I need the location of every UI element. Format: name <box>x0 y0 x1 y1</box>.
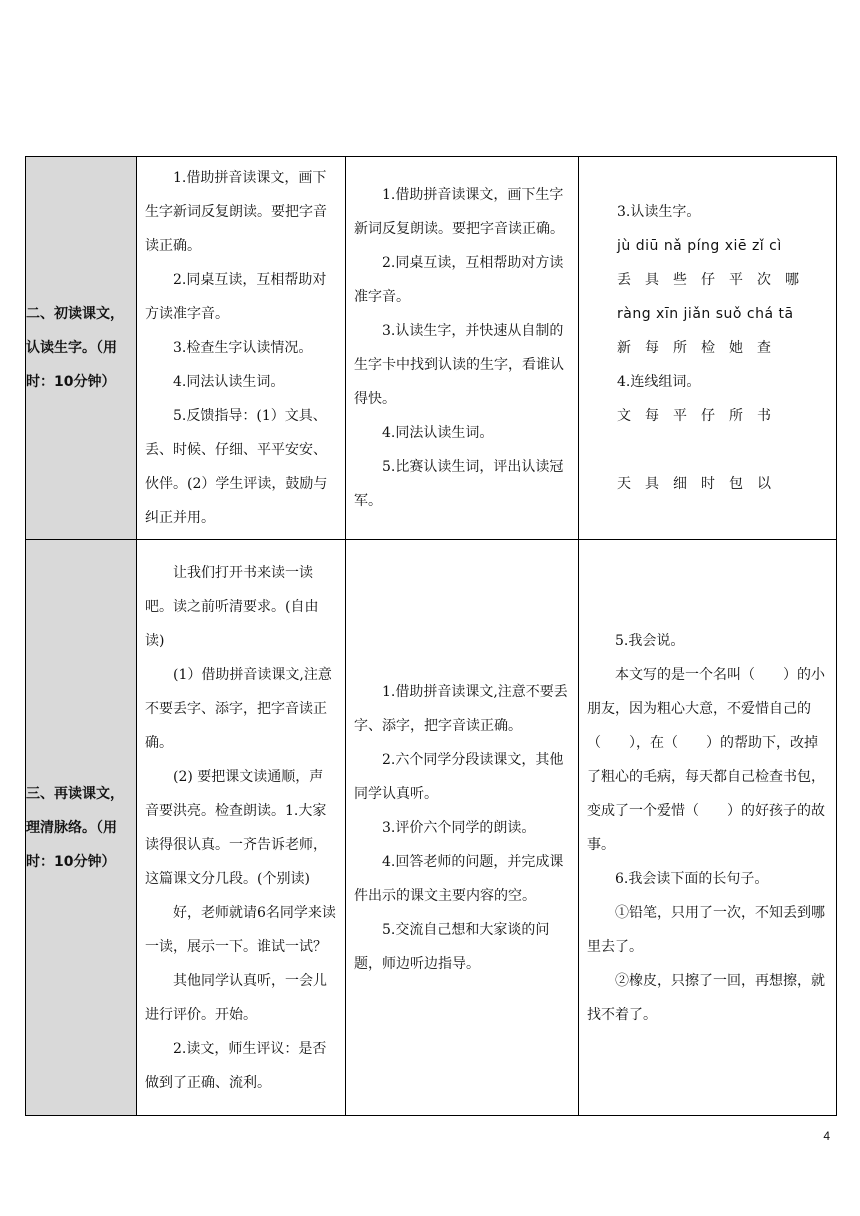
teacher-step: 4.同法认读生词。 <box>173 374 285 390</box>
teacher-step: 2.读文，师生评议：是否做到了正确、流利。 <box>145 1040 327 1091</box>
teacher-step: 好，老师就请6名同学来读一读，展示一下。谁试一试？ <box>145 904 336 955</box>
student-step: 1.借助拼音读课文，画下生字新词反复朗读。要把字音读正确。 <box>354 187 564 237</box>
exercise-item: 6.我会读下面的长句子。 <box>615 870 769 887</box>
student-activity-cell <box>346 540 579 1116</box>
stage-label: 二、初读课文，认读生字。（用时：10分钟） <box>26 157 137 540</box>
lesson-plan-table <box>25 156 837 1116</box>
student-step: 2.同桌互读，互相帮助对方读准字音。 <box>354 255 564 305</box>
exercise-item: 5.我会说。 <box>615 632 685 649</box>
teacher-activity-cell <box>137 540 346 1116</box>
teacher-step: (2) 要把课文读通顺，声音要洪亮。检查朗读。1.大家读得很认真。一齐告诉老师，这篇课文分几段。(个别读) <box>145 768 327 887</box>
exercise-item: ①铅笔，只用了一次，不知丢到哪里去了。 <box>587 904 825 955</box>
exercise-cell <box>579 540 837 1116</box>
word-match-top: 文每平仔所书 <box>617 408 785 424</box>
page-number: 4 <box>823 1129 830 1143</box>
teacher-step: 其他同学认真听，一会儿进行评价。开始。 <box>145 972 327 1023</box>
exercise-heading: 4.连线组词。 <box>617 374 701 390</box>
word-match-bottom: 天具细时包以 <box>617 476 785 492</box>
teacher-step: 让我们打开书来读一读吧。读之前听清要求。(自由读) <box>145 564 319 649</box>
student-step: 5.交流自己想和大家谈的问题，师边听边指导。 <box>354 921 550 972</box>
teacher-step: 1.借助拼音读课文，画下生字新词反复朗读。要把字音读正确。 <box>145 170 327 254</box>
teacher-step: 2.同桌互读，互相帮助对方读准字音。 <box>145 272 327 322</box>
student-activity-cell <box>346 157 579 540</box>
exercise-item: ②橡皮，只擦了一回，再想擦，就找不着了。 <box>587 972 825 1023</box>
exercise-heading: 3.认读生字。 <box>617 204 701 220</box>
table-row <box>26 540 837 1116</box>
student-step: 2.六个同学分段读课文，其他同学认真听。 <box>354 751 564 802</box>
exercise-cell <box>579 157 837 540</box>
teacher-step: 5.反馈指导：(1）文具、丢、时候、仔细、平平安安、伙伴。(2）学生评读，鼓励与纠正并用。 <box>145 408 328 526</box>
teacher-activity-cell <box>137 157 346 540</box>
character-line: 新每所检她查 <box>617 340 785 356</box>
student-step: 3.认读生字，并快速从自制的生字卡中找到认读的生字，看谁认得快。 <box>354 323 564 407</box>
teacher-step: 3.检查生字认读情况。 <box>173 340 313 356</box>
student-step: 3.评价六个同学的朗读。 <box>382 819 536 836</box>
character-line: 丢具些仔平次哪 <box>617 272 813 288</box>
student-step: 4.回答老师的问题，并完成课件出示的课文主要内容的空。 <box>354 853 564 904</box>
exercise-item: 本文写的是一个名叫（ ）的小朋友，因为粗心大意，不爱惜自己的（ ），在（ ）的帮助下，改掉了粗心的毛病，每天都自己检查书包，变成了一个爱惜（ ）的好孩子的故事。 <box>587 666 825 853</box>
pinyin-line: ràng xīn jiǎn suǒ chá tā <box>617 306 794 322</box>
student-step: 5.比赛认读生词，评出认读冠军。 <box>354 459 564 509</box>
table-row <box>26 157 837 540</box>
student-step: 4.同法认读生词。 <box>382 425 494 441</box>
teacher-step: (1）借助拼音读课文,注意不要丢字、添字，把字音读正确。 <box>145 666 332 751</box>
stage-label: 三、再读课文，理清脉络。（用时：10分钟） <box>26 540 137 1116</box>
pinyin-line: jù diū nǎ píng xiē zǐ cì <box>617 238 782 254</box>
student-step: 1.借助拼音读课文,注意不要丢字、添字，把字音读正确。 <box>354 683 568 734</box>
